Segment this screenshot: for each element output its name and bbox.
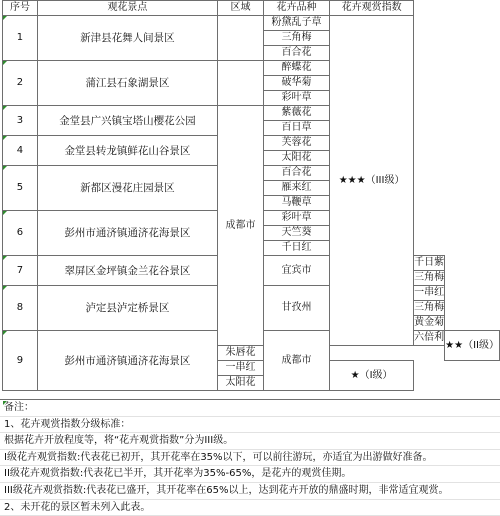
flower-cell: 太阳花	[217, 376, 263, 391]
flower-cell: 三角梅	[414, 301, 445, 316]
region-ganzi: 甘孜州	[263, 286, 329, 331]
spot-name: 新都区漫花庄园景区	[37, 166, 217, 211]
table-row	[3, 16, 500, 31]
notes-section	[0, 399, 500, 516]
flower-cell: 彩叶草	[263, 211, 329, 226]
cell-marker	[3, 331, 7, 335]
flower-cell: 天竺葵	[263, 226, 329, 241]
flower-cell: 破华菊	[263, 76, 329, 91]
notes-title: 备注：	[0, 399, 500, 417]
region-chengdu: 成都市	[217, 106, 263, 346]
spot-no: 5	[3, 166, 38, 211]
cell-marker	[3, 211, 7, 215]
flower-cell: 醉蝶花	[263, 61, 329, 76]
note-line: I级花卉观赏指数:代表花已初开，其开花率在35%以下，可以前往游玩，亦适宜为出游做好准备。	[0, 450, 500, 467]
spot-no: 1	[3, 16, 38, 61]
region-chengdu-2: 成都市	[263, 331, 329, 391]
flower-cell: 三角梅	[263, 31, 329, 46]
note-line: 1、花卉观赏指数分级标准：	[0, 417, 500, 434]
spot-name: 金堂县转龙镇鲜花山谷景区	[37, 136, 217, 166]
flower-cell: 雁来红	[263, 181, 329, 196]
flower-cell: 朱唇花	[217, 346, 263, 361]
note-line: II级花卉观赏指数:代表花已半开，其开花率为35%-65%，是花卉的观赏佳期。	[0, 466, 500, 483]
spot-no: 2	[3, 61, 38, 106]
flower-cell: 紫薇花	[263, 106, 329, 121]
spot-no: 4	[3, 136, 38, 166]
cell-marker	[3, 136, 7, 140]
table-row	[3, 61, 500, 76]
flower-cell: 马鞭草	[263, 196, 329, 211]
spot-name: 彭州市通济镇通济花海景区	[37, 211, 217, 256]
flower-viewing-table	[2, 0, 500, 391]
cell-marker	[3, 61, 7, 65]
header-region: 区域	[217, 1, 263, 16]
table-row	[3, 106, 500, 121]
flower-cell: 百合花	[263, 166, 329, 181]
spot-no: 3	[3, 106, 38, 136]
header-scenic: 观花景点	[37, 1, 217, 16]
flower-cell: 千日紫	[414, 256, 445, 271]
spot-name: 泸定县泸定桥景区	[37, 286, 217, 331]
cell-marker	[3, 106, 7, 110]
flower-cell: 粉黛乱子草	[263, 16, 329, 31]
spot-name: 彭州市通济镇通济花海景区	[37, 331, 217, 391]
rating-level-2: ★★（II级）	[445, 331, 500, 361]
spot-name: 蒲江县石象湖景区	[37, 61, 217, 106]
note-line: III级花卉观赏指数:代表花已盛开，其开花率在65%以上，达到花卉开放的鼎盛时期，非常适宜观赏。	[0, 483, 500, 500]
flower-cell: 一串红	[414, 286, 445, 301]
rating-level-1: ★（I级）	[330, 361, 414, 391]
flower-cell: 百日草	[263, 121, 329, 136]
header-flower: 花卉品种	[263, 1, 329, 16]
cell-marker	[3, 286, 7, 290]
flower-cell: 太阳花	[263, 151, 329, 166]
flower-cell: 彩叶草	[263, 91, 329, 106]
spot-name: 新津县花舞人间景区	[37, 16, 217, 61]
spot-name: 翠屏区金坪镇金兰花谷景区	[37, 256, 217, 286]
spot-no: 8	[3, 286, 38, 331]
flower-cell: 千日红	[263, 241, 329, 256]
rating-level-3: ★★★（III级）	[330, 16, 414, 346]
flower-cell: 芙蓉花	[263, 136, 329, 151]
spot-no: 9	[3, 331, 38, 391]
cell-marker	[3, 256, 7, 260]
spot-no: 7	[3, 256, 38, 286]
header-index: 花卉观赏指数	[330, 1, 414, 16]
flower-cell: 一串红	[217, 361, 263, 376]
cell-marker	[3, 16, 7, 20]
region-blank	[217, 61, 263, 106]
header-no: 序号	[3, 1, 38, 16]
cell-marker	[3, 166, 7, 170]
region-yibin: 宜宾市	[263, 256, 329, 286]
flower-cell: 百合花	[263, 46, 329, 61]
flower-cell: 六倍利	[414, 331, 445, 346]
flower-cell: 三角梅	[414, 271, 445, 286]
region-blank	[217, 16, 263, 61]
spot-no: 6	[3, 211, 38, 256]
spot-name: 金堂县广兴镇宝塔山樱花公园	[37, 106, 217, 136]
note-line: 2、未开花的景区暂未列入此表。	[0, 500, 500, 516]
flower-cell: 黄金菊	[414, 316, 445, 331]
header-row	[3, 1, 500, 16]
note-line: 根据花卉开放程度等，将“花卉观赏指数”分为III级。	[0, 433, 500, 450]
